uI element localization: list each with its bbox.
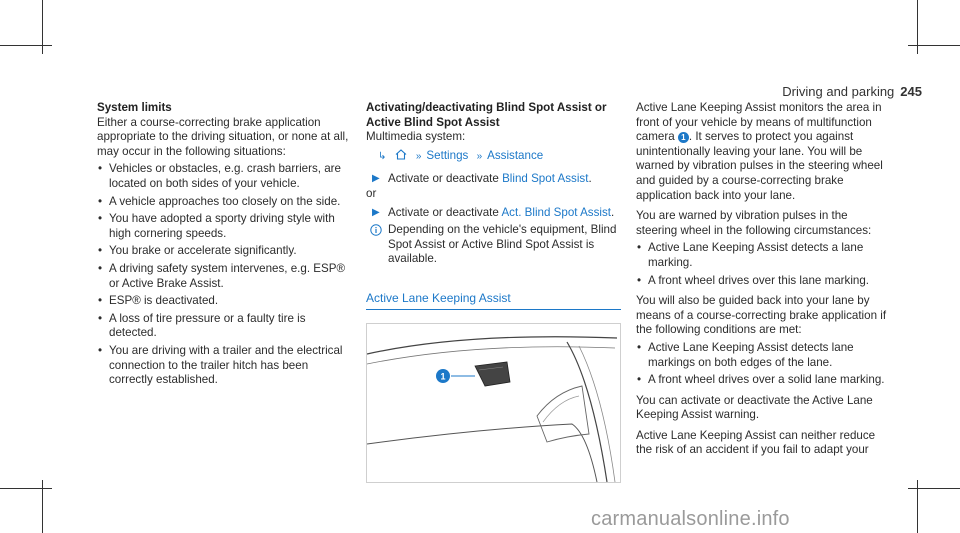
list-item: • A front wheel drives over this lane marking. [636,274,891,289]
list-item: • A front wheel drives over a solid lane marking. [636,373,891,388]
list-item: • A driving safety system intervenes, e.g. ESP® or Active Brake Assist. [97,262,352,291]
crop-mark [908,488,960,489]
multimedia-label: Multimedia system: [366,130,466,144]
warning-list [636,241,891,288]
double-chevron-icon: » [415,150,422,162]
crop-mark [42,0,43,54]
paragraph-risk: Active Lane Keeping Assist can neither reduce the risk of an accident if you fail to adapt your [636,428,876,457]
paragraph-activate: You can activate or deactivate the Active Lane Keeping Assist warning. [636,393,873,422]
link-active-blind-spot-assist[interactable]: Act. Blind Spot Assist [501,205,611,219]
step-blind-spot: ▶ Activate or deactivate Blind Spot Assist. [372,172,592,186]
heading-system-limits: System limits [97,101,172,114]
paragraph-warning: You are warned by vibration pulses in the steering wheel in the following circumstances: [636,209,872,237]
list-item: • You are driving with a trailer and the electrical connection to the trailer hitch has been correctly established. [97,344,352,388]
nav-path [378,149,621,165]
limits-list [97,162,352,387]
return-arrow-icon: ↳ [378,150,387,162]
column-system-limits [97,101,352,388]
windshield-camera-illustration [366,323,621,483]
text-run: . It serves to protect you against unintentionally leaving your lane. You will be warned by vibration pulses in the steering wheel and guided by a course-correcting brake application back into your lane. [636,130,883,202]
section-active-lane-keeping: Active Lane Keeping Assist [366,291,621,310]
paragraph-monitoring [636,101,891,203]
crop-mark [0,488,52,489]
intro-text: Either a course-correcting brake application appropriate to the driving situation, or none at all, may occur in the following situations: [97,115,349,158]
heading-activate-blind-spot: Activating/deactivating Blind Spot Assist or Active Blind Spot Assist [366,101,607,129]
list-item: • You have adopted a sporty driving style with high cornering speeds. [97,212,352,241]
list-item: • Active Lane Keeping Assist detects lane markings on both edges of the lane. [636,341,891,370]
conditions-list [636,341,891,388]
crop-mark [917,480,918,533]
crop-mark [917,0,918,54]
watermark: carmanualsonline.info [591,508,790,530]
note-text: Depending on the vehicle's equipment, Blind Spot Assist or Active Blind Spot Assist is available. [388,223,617,266]
nav-assistance[interactable]: Assistance [487,148,544,162]
list-item: • You brake or accelerate significantly. [97,244,352,259]
home-icon [395,149,407,160]
crop-mark [908,45,960,46]
text-run: Active Lane Keeping Assist monitors the area in front of your vehicle by means of multifunction camera [636,101,882,144]
column-blind-spot [366,101,621,337]
step-text: Activate or deactivate [388,205,502,219]
list-item: • Active Lane Keeping Assist detects a lane marking. [636,241,891,270]
double-chevron-icon: » [476,150,483,162]
info-icon [370,224,382,236]
step-arrow-icon: ▶ [372,206,380,218]
paragraph-guidance: You will also be guided back into your lane by means of a course-correcting brake application if the following conditions are met: [636,294,887,337]
step-active-blind-spot: ▶ Activate or deactivate Act. Blind Spot Assist. [372,205,615,219]
car-interior-drawing [367,324,620,482]
note-equipment [366,223,621,267]
nav-settings[interactable]: Settings [426,148,469,162]
or-text: or [366,186,377,200]
column-lane-keeping [636,101,891,458]
crop-mark [0,45,52,46]
section-title: Driving and parking [782,84,895,99]
page-number: 245 [900,84,922,99]
link-blind-spot-assist[interactable]: Blind Spot Assist [502,172,589,186]
step-text: Activate or deactivate [388,172,503,186]
list-item: • ESP® is deactivated. [97,294,352,309]
step-arrow-icon: ▶ [372,173,380,185]
list-item: • Vehicles or obstacles, e.g. crash barriers, are located on both sides of your vehicle. [97,162,352,191]
crop-mark [42,480,43,533]
callout-badge: 1 [678,132,689,143]
callout-number: 1 [440,371,446,382]
list-item: • A loss of tire pressure or a faulty tire is detected. [97,312,352,341]
page-header [782,84,922,99]
list-item: • A vehicle approaches too closely on the side. [97,195,352,210]
